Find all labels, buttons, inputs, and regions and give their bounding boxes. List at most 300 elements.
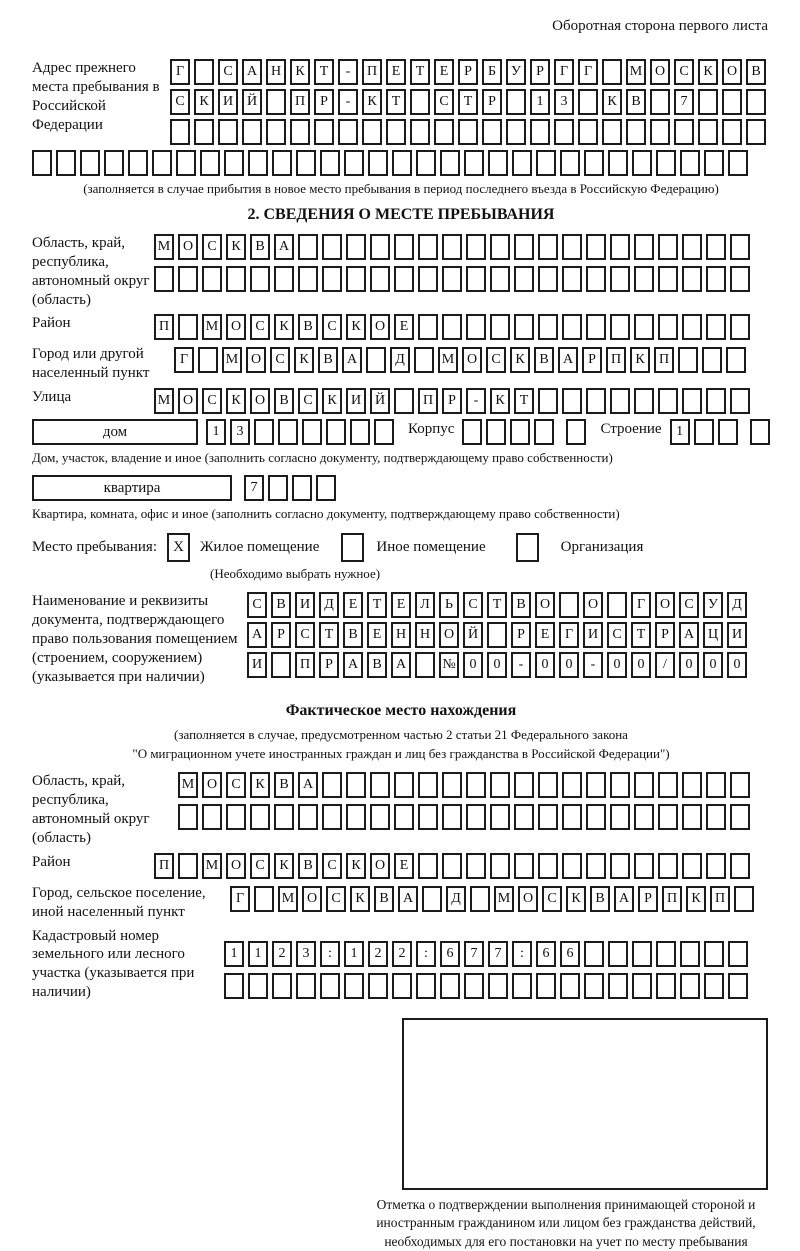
city-label: Город или другой населенный пункт [32, 346, 150, 382]
char-cell [538, 804, 558, 830]
house-number-row [206, 419, 394, 445]
street-label: Улица [32, 389, 72, 406]
char-cell [374, 419, 394, 445]
char-cell [418, 804, 438, 830]
char-cell: К [346, 314, 366, 340]
char-cell [746, 119, 766, 145]
char-cell [490, 772, 510, 798]
char-cell: А [274, 234, 294, 260]
char-cell [394, 266, 414, 292]
char-cell: Т [319, 622, 339, 648]
char-cell: М [154, 388, 174, 414]
char-cell [414, 347, 434, 373]
char-cell: А [558, 347, 578, 373]
char-cell: К [294, 347, 314, 373]
char-cell [302, 419, 322, 445]
char-cell: Ь [439, 592, 459, 618]
region-row-1 [154, 234, 750, 260]
char-cell [682, 314, 702, 340]
city-2-row [230, 886, 754, 912]
char-cell [458, 119, 478, 145]
char-cell [536, 973, 556, 999]
char-cell [678, 347, 698, 373]
char-cell [538, 853, 558, 879]
char-cell: О [650, 59, 670, 85]
char-cell [248, 150, 268, 176]
char-cell: В [271, 592, 291, 618]
char-cell [442, 266, 462, 292]
char-cell [680, 941, 700, 967]
korpus-label: Корпус [408, 421, 455, 438]
char-cell [728, 973, 748, 999]
char-cell: Г [230, 886, 250, 912]
char-cell: А [247, 622, 267, 648]
char-cell: 0 [559, 652, 579, 678]
char-cell [370, 266, 390, 292]
stamp-area [32, 1018, 770, 1251]
char-cell: К [490, 388, 510, 414]
field-city [32, 345, 770, 383]
char-cell [562, 804, 582, 830]
char-cell [730, 314, 750, 340]
char-cell [750, 419, 770, 445]
char-cell: Р [319, 652, 339, 678]
char-cell [268, 475, 288, 501]
char-cell [706, 388, 726, 414]
char-cell [394, 804, 414, 830]
apartment-box [32, 475, 232, 501]
char-cell: Т [514, 388, 534, 414]
char-cell: - [338, 89, 358, 115]
char-cell [326, 419, 346, 445]
district-label: Район [32, 315, 71, 332]
char-cell [250, 266, 270, 292]
char-cell: Д [319, 592, 339, 618]
document-row-1 [247, 592, 747, 618]
cadastre-label: Кадастровый номер земельного или лесного участка (указывается при наличии) [32, 927, 195, 1001]
char-cell: О [370, 853, 390, 879]
char-cell: О [462, 347, 482, 373]
field-region-2 [32, 772, 770, 848]
char-cell: К [194, 89, 214, 115]
char-cell [728, 150, 748, 176]
char-cell [370, 804, 390, 830]
char-cell [730, 772, 750, 798]
char-cell [632, 941, 652, 967]
char-cell: 1 [206, 419, 226, 445]
char-cell: Р [458, 59, 478, 85]
char-cell: М [626, 59, 646, 85]
char-cell: 3 [296, 941, 316, 967]
char-cell: О [535, 592, 555, 618]
char-cell: 6 [440, 941, 460, 967]
char-cell [344, 150, 364, 176]
char-cell [658, 853, 678, 879]
char-cell [316, 475, 336, 501]
char-cell: К [322, 388, 342, 414]
house-note: Дом, участок, владение и иное (заполнить согласно документу, подтверждающему право собственности) [32, 450, 613, 466]
field-district [32, 314, 770, 340]
char-cell [410, 119, 430, 145]
char-cell: Е [386, 59, 406, 85]
char-cell [632, 973, 652, 999]
char-cell: Д [446, 886, 466, 912]
char-cell [32, 150, 52, 176]
char-cell: О [226, 853, 246, 879]
char-cell: П [654, 347, 674, 373]
char-cell: Ц [703, 622, 723, 648]
char-cell [490, 804, 510, 830]
char-cell [730, 804, 750, 830]
char-cell [178, 853, 198, 879]
char-cell [254, 419, 274, 445]
char-cell [464, 973, 484, 999]
char-cell [466, 234, 486, 260]
char-cell: А [242, 59, 262, 85]
char-cell: 7 [674, 89, 694, 115]
char-cell: К [274, 853, 294, 879]
char-cell [562, 853, 582, 879]
char-cell [104, 150, 124, 176]
char-cell [610, 804, 630, 830]
char-cell: К [698, 59, 718, 85]
char-cell: К [250, 772, 270, 798]
char-cell [470, 886, 490, 912]
char-cell [514, 266, 534, 292]
char-cell [442, 772, 462, 798]
char-cell [322, 772, 342, 798]
char-cell: : [512, 941, 532, 967]
district-2-row [154, 853, 750, 879]
char-cell: С [295, 622, 315, 648]
char-cell [658, 804, 678, 830]
char-cell [272, 150, 292, 176]
char-cell [200, 150, 220, 176]
char-cell [514, 314, 534, 340]
char-cell: Е [391, 592, 411, 618]
char-cell: Г [174, 347, 194, 373]
char-cell [490, 266, 510, 292]
char-cell [290, 119, 310, 145]
char-cell [656, 941, 676, 967]
char-cell [584, 973, 604, 999]
char-cell [538, 314, 558, 340]
char-cell [278, 419, 298, 445]
section2-title: 2. СВЕДЕНИЯ О МЕСТЕ ПРЕБЫВАНИЯ [247, 205, 555, 223]
field-city-2 [32, 884, 770, 922]
char-cell [266, 89, 286, 115]
char-cell [314, 119, 334, 145]
char-cell [514, 234, 534, 260]
char-cell: С [270, 347, 290, 373]
char-cell [418, 266, 438, 292]
char-cell: Т [487, 592, 507, 618]
prev-address-row-4 [32, 150, 770, 176]
char-cell: М [278, 886, 298, 912]
char-cell [634, 314, 654, 340]
char-cell [632, 150, 652, 176]
char-cell: Л [415, 592, 435, 618]
char-cell: Г [170, 59, 190, 85]
char-cell [322, 266, 342, 292]
char-cell [394, 388, 414, 414]
char-cell [320, 150, 340, 176]
char-cell: П [295, 652, 315, 678]
char-cell [538, 234, 558, 260]
char-cell [610, 314, 630, 340]
char-cell: О [246, 347, 266, 373]
char-cell [680, 150, 700, 176]
char-cell [730, 388, 750, 414]
char-cell: В [374, 886, 394, 912]
char-cell [610, 388, 630, 414]
char-cell: - [583, 652, 603, 678]
char-cell [368, 150, 388, 176]
char-cell [292, 475, 312, 501]
char-cell: С [250, 853, 270, 879]
char-cell: 2 [272, 941, 292, 967]
char-cell: К [602, 89, 622, 115]
char-cell: А [391, 652, 411, 678]
char-cell [682, 266, 702, 292]
char-cell [350, 419, 370, 445]
char-cell [271, 652, 291, 678]
char-cell [538, 266, 558, 292]
stroenie-row [670, 419, 770, 445]
char-cell [80, 150, 100, 176]
char-cell [487, 622, 507, 648]
char-cell [346, 266, 366, 292]
char-cell: П [606, 347, 626, 373]
checkbox-other-premises [341, 533, 364, 562]
char-cell: И [218, 89, 238, 115]
char-cell [56, 150, 76, 176]
char-cell [440, 973, 460, 999]
char-cell: 7 [244, 475, 264, 501]
char-cell: М [154, 234, 174, 260]
char-cell [415, 652, 435, 678]
char-cell [536, 150, 556, 176]
char-cell: Р [511, 622, 531, 648]
field-prev-address [32, 59, 770, 145]
char-cell [650, 119, 670, 145]
char-cell: К [290, 59, 310, 85]
stroenie-label: Строение [600, 421, 662, 438]
char-cell: И [247, 652, 267, 678]
char-cell: А [343, 652, 363, 678]
char-cell: А [614, 886, 634, 912]
char-cell [584, 941, 604, 967]
char-cell: Е [394, 853, 414, 879]
char-cell [394, 772, 414, 798]
prev-address-row-3 [170, 119, 766, 145]
char-cell [626, 119, 646, 145]
char-cell: Н [415, 622, 435, 648]
apartment-box-label: квартира [103, 479, 161, 496]
char-cell [170, 119, 190, 145]
char-cell: В [534, 347, 554, 373]
field-cadastre [32, 927, 770, 1003]
char-cell: Н [266, 59, 286, 85]
char-cell [242, 119, 262, 145]
char-cell [346, 234, 366, 260]
document-row-3 [247, 652, 747, 678]
char-cell: 6 [560, 941, 580, 967]
char-cell [634, 234, 654, 260]
char-cell [656, 150, 676, 176]
actual-location-note-2: "О миграционном учете иностранных граждан и лиц без гражданства в Российской Федерации") [132, 746, 670, 762]
char-cell: А [298, 772, 318, 798]
char-cell: И [346, 388, 366, 414]
region-2-label: Область, край, республика, автономный округ (область) [32, 773, 150, 846]
char-cell: Г [559, 622, 579, 648]
char-cell [586, 234, 606, 260]
region-label: Область, край, республика, автономный округ (область) [32, 234, 150, 308]
char-cell [746, 89, 766, 115]
char-cell [586, 388, 606, 414]
char-cell [274, 266, 294, 292]
char-cell: 0 [679, 652, 699, 678]
char-cell: К [226, 388, 246, 414]
char-cell: А [679, 622, 699, 648]
stamp-caption: Отметка о подтверждении выполнения принимающей стороной и иностранным гражданином или лицом без гражданства действий, необходимых для его постановки на учет по месту пребывания [376, 1197, 756, 1249]
char-cell [730, 853, 750, 879]
char-cell: 0 [487, 652, 507, 678]
house-box-label: дом [102, 423, 128, 440]
char-cell: Т [314, 59, 334, 85]
char-cell: К [686, 886, 706, 912]
prev-address-note: (заполняется в случае прибытия в новое место пребывания в период последнего въезда в Российскую Федерацию) [83, 181, 719, 196]
char-cell [734, 886, 754, 912]
char-cell: П [154, 853, 174, 879]
char-cell [366, 347, 386, 373]
char-cell: Р [638, 886, 658, 912]
char-cell [298, 804, 318, 830]
char-cell [434, 119, 454, 145]
checkbox-residential: X [167, 533, 190, 562]
char-cell [466, 772, 486, 798]
char-cell [682, 772, 702, 798]
char-cell [178, 314, 198, 340]
char-cell [608, 150, 628, 176]
char-cell [416, 973, 436, 999]
char-cell: Р [655, 622, 675, 648]
char-cell [274, 804, 294, 830]
char-cell [586, 314, 606, 340]
char-cell: 3 [554, 89, 574, 115]
char-cell [202, 804, 222, 830]
char-cell [490, 853, 510, 879]
char-cell: В [511, 592, 531, 618]
char-cell [704, 150, 724, 176]
char-cell [650, 89, 670, 115]
char-cell [486, 419, 506, 445]
char-cell [346, 772, 366, 798]
char-cell [562, 314, 582, 340]
char-cell [442, 853, 462, 879]
char-cell [226, 266, 246, 292]
char-cell [634, 853, 654, 879]
char-cell: С [326, 886, 346, 912]
char-cell [482, 119, 502, 145]
field-apartment [32, 475, 770, 501]
char-cell: В [250, 234, 270, 260]
char-cell [566, 419, 586, 445]
char-cell [490, 314, 510, 340]
char-cell [706, 804, 726, 830]
char-cell [296, 150, 316, 176]
char-cell [506, 119, 526, 145]
char-cell: Д [727, 592, 747, 618]
char-cell: С [250, 314, 270, 340]
char-cell: П [710, 886, 730, 912]
char-cell [602, 119, 622, 145]
char-cell: 0 [535, 652, 555, 678]
char-cell: Р [271, 622, 291, 648]
char-cell: С [218, 59, 238, 85]
document-label: Наименование и реквизиты документа, подтверждающего право пользования помещением (строением, сооружением) (указывается при наличии) [32, 593, 238, 685]
char-cell [578, 119, 598, 145]
char-cell: П [154, 314, 174, 340]
char-cell: М [438, 347, 458, 373]
char-cell: О [655, 592, 675, 618]
char-cell: Р [482, 89, 502, 115]
char-cell [422, 886, 442, 912]
char-cell [194, 119, 214, 145]
char-cell [634, 266, 654, 292]
char-cell [370, 772, 390, 798]
char-cell [718, 419, 738, 445]
prev-address-row-2 [170, 89, 766, 115]
char-cell [418, 314, 438, 340]
char-cell: 6 [536, 941, 556, 967]
char-cell [560, 973, 580, 999]
char-cell: И [295, 592, 315, 618]
char-cell: 0 [463, 652, 483, 678]
char-cell: М [178, 772, 198, 798]
char-cell: 1 [224, 941, 244, 967]
field-region [32, 234, 770, 310]
char-cell: Е [535, 622, 555, 648]
char-cell: В [746, 59, 766, 85]
char-cell [514, 804, 534, 830]
street-row [154, 388, 750, 414]
char-cell: П [362, 59, 382, 85]
char-cell [730, 266, 750, 292]
char-cell: О [202, 772, 222, 798]
char-cell [538, 388, 558, 414]
char-cell: С [674, 59, 694, 85]
char-cell: С [226, 772, 246, 798]
char-cell [634, 388, 654, 414]
char-cell [694, 419, 714, 445]
stay-type-label: Место пребывания: [32, 539, 157, 556]
char-cell [296, 973, 316, 999]
char-cell: О [583, 592, 603, 618]
char-cell [514, 853, 534, 879]
char-cell [608, 941, 628, 967]
char-cell [466, 266, 486, 292]
char-cell [178, 266, 198, 292]
stay-type-note: (Необходимо выбрать нужное) [210, 566, 381, 582]
korpus-row [462, 419, 586, 445]
field-district-2 [32, 853, 770, 879]
char-cell: В [298, 853, 318, 879]
char-cell: Е [343, 592, 363, 618]
char-cell: Р [582, 347, 602, 373]
char-cell [466, 314, 486, 340]
char-cell [320, 973, 340, 999]
